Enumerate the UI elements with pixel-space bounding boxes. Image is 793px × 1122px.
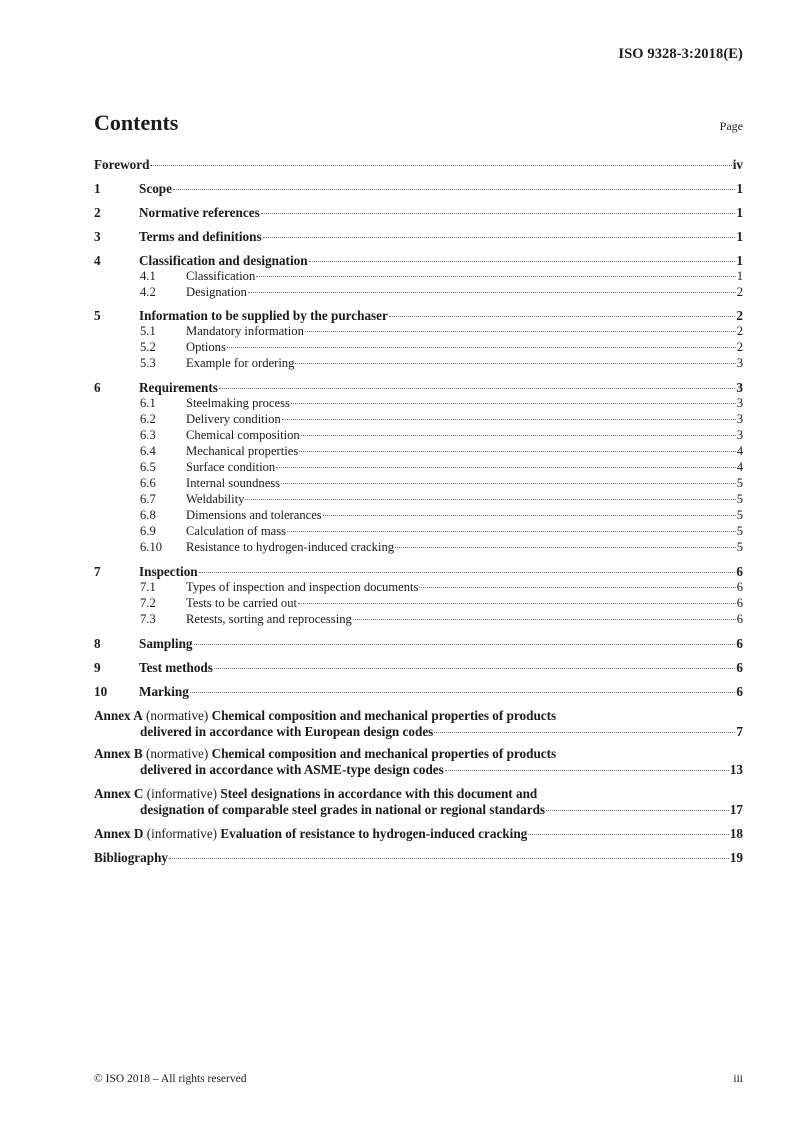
toc-entry[interactable] xyxy=(94,324,743,339)
toc-entry-number: 6.2 xyxy=(140,412,156,426)
toc-entry[interactable] xyxy=(94,508,743,523)
toc-entry[interactable] xyxy=(94,540,743,555)
toc-entry-number: 6.7 xyxy=(140,492,156,506)
toc-entry-page: 3 xyxy=(736,428,743,442)
annex-label: Annex D xyxy=(94,826,144,841)
toc-entry-number: 2 xyxy=(94,205,101,220)
toc-entry[interactable] xyxy=(94,580,743,595)
toc-entry[interactable] xyxy=(94,492,743,507)
annex-title-line-1 xyxy=(94,786,743,802)
toc-entry-page: 6 xyxy=(736,564,743,579)
dot-leader xyxy=(227,347,736,348)
dot-leader xyxy=(261,213,736,214)
toc-entry-number: 4.2 xyxy=(140,285,156,299)
toc-entry-page: 5 xyxy=(736,524,743,538)
toc-entry-title: Dimensions and tolerances xyxy=(186,508,322,522)
annex-title-continued: delivered in accordance with European design codes xyxy=(140,724,434,739)
toc-entry-title: Classification and designation xyxy=(139,253,308,268)
toc-entry-number: 5 xyxy=(94,308,101,323)
dot-leader xyxy=(298,603,736,604)
annex-title-line-2 xyxy=(94,762,743,778)
dot-leader xyxy=(263,237,736,238)
toc-entry-title: Retests, sorting and reprocessing xyxy=(186,612,352,626)
dot-leader xyxy=(389,316,736,317)
annex-title-continued: delivered in accordance with ASME-type design codes xyxy=(140,762,444,777)
dot-leader xyxy=(199,572,736,573)
toc-entry-number: 9 xyxy=(94,660,101,675)
toc-entry-page: 1 xyxy=(736,253,743,268)
toc-entry-title: Designation xyxy=(186,285,247,299)
toc-entry-title: Information to be supplied by the purchaser xyxy=(139,308,388,323)
toc-entry-page: 3 xyxy=(736,412,743,426)
toc-entry-page: 3 xyxy=(736,356,743,370)
toc-entry-page: 5 xyxy=(736,508,743,522)
toc-entry-page: 1 xyxy=(736,269,743,283)
toc-entry-title: Classification xyxy=(186,269,256,283)
toc-entry-title: Marking xyxy=(139,684,189,699)
copyright-notice: © ISO 2018 – All rights reserved xyxy=(94,1073,247,1085)
toc-entry[interactable] xyxy=(94,157,743,173)
dot-leader xyxy=(528,834,729,835)
toc-entry[interactable] xyxy=(94,684,743,700)
toc-entry-title: Delivery condition xyxy=(186,412,281,426)
toc-entry-title: Weldability xyxy=(186,492,245,506)
annex-title-continued: designation of comparable steel grades in national or regional standards xyxy=(140,802,546,817)
toc-entry-title: Requirements xyxy=(139,380,218,395)
toc-entry-page: 6 xyxy=(736,684,743,699)
dot-leader xyxy=(245,499,735,500)
toc-entry-page: 2 xyxy=(736,308,743,323)
page-column-label: Page xyxy=(719,119,743,133)
toc-entry-title: Foreword xyxy=(94,157,150,172)
dot-leader xyxy=(190,692,736,693)
toc-entry[interactable] xyxy=(94,444,743,459)
annex-label: Annex B xyxy=(94,746,143,761)
toc-entry-number: 6.8 xyxy=(140,508,156,522)
toc-entry-page: 2 xyxy=(736,285,743,299)
toc-entry[interactable] xyxy=(94,229,743,245)
dot-leader xyxy=(287,531,736,532)
bibliography-title: Bibliography xyxy=(94,850,169,865)
annex-label: Annex C xyxy=(94,786,144,801)
toc-entry-page: 6 xyxy=(736,612,743,626)
toc-entry[interactable] xyxy=(94,460,743,475)
toc-entry-title: Example for ordering xyxy=(186,356,295,370)
toc-entry-number: 5.2 xyxy=(140,340,156,354)
toc-entry-number: 4.1 xyxy=(140,269,156,283)
toc-entry-page: 1 xyxy=(736,205,743,220)
annex-title-line-2 xyxy=(94,724,743,740)
toc-entry-title: Steelmaking process xyxy=(186,396,290,410)
annex-label: Annex A xyxy=(94,708,143,723)
toc-entry-page: 4 xyxy=(736,444,743,458)
toc-entry-number: 7.1 xyxy=(140,580,156,594)
dot-leader xyxy=(256,276,735,277)
toc-entry-number: 6.10 xyxy=(140,540,163,554)
toc-entry-number: 6.3 xyxy=(140,428,156,442)
toc-entry-page: 19 xyxy=(729,850,743,865)
annex-title-line-2 xyxy=(94,802,743,818)
dot-leader xyxy=(305,331,736,332)
toc-entry-number: 6.5 xyxy=(140,460,156,474)
annex-kind: (normative) xyxy=(146,708,209,723)
toc-entry-page: 6 xyxy=(736,580,743,594)
toc-entry-number: 5.3 xyxy=(140,356,156,370)
toc-entry-title: Sampling xyxy=(139,636,193,651)
dot-leader xyxy=(323,515,736,516)
toc-entry-page: iv xyxy=(732,157,743,172)
toc-entry-page: 3 xyxy=(736,380,743,395)
page-number: iii xyxy=(733,1073,743,1085)
annex-kind: (informative) xyxy=(146,786,218,801)
toc-entry-page: 1 xyxy=(736,229,743,244)
toc-entry[interactable] xyxy=(94,380,743,396)
toc-entry[interactable] xyxy=(94,564,743,580)
toc-entry-number: 6.9 xyxy=(140,524,156,538)
toc-entry[interactable] xyxy=(94,269,743,284)
toc-entry-number: 6.1 xyxy=(140,396,156,410)
toc-entry-page: 6 xyxy=(736,596,743,610)
toc-entry-page: 6 xyxy=(736,660,743,675)
toc-entry-page: 1 xyxy=(736,181,743,196)
dot-leader xyxy=(295,363,735,364)
toc-entry-title: Chemical composition xyxy=(186,428,300,442)
toc-entry-page: 7 xyxy=(736,724,743,739)
toc-entry-page: 13 xyxy=(729,762,743,777)
toc-entry-title: Resistance to hydrogen-induced cracking xyxy=(186,540,395,554)
annex-title: Evaluation of resistance to hydrogen-induced cracking xyxy=(220,826,528,841)
toc-entry[interactable] xyxy=(94,308,743,324)
toc-entry-title: Normative references xyxy=(139,205,260,220)
toc-entry-page: 6 xyxy=(736,636,743,651)
annex-kind: (informative) xyxy=(146,826,218,841)
toc-annex-entry[interactable] xyxy=(94,786,743,818)
page-title: Contents xyxy=(94,110,179,135)
toc-bibliography-entry[interactable] xyxy=(94,850,743,866)
toc-entry[interactable] xyxy=(94,524,743,539)
toc-entry[interactable] xyxy=(94,636,743,652)
dot-leader xyxy=(219,388,736,389)
dot-leader xyxy=(419,587,735,588)
toc-entry-title: Surface condition xyxy=(186,460,276,474)
dot-leader xyxy=(546,810,729,811)
toc-entry-number: 5.1 xyxy=(140,324,156,338)
toc-entry-number: 7 xyxy=(94,564,101,579)
toc-entry-title: Options xyxy=(186,340,226,354)
dot-leader xyxy=(150,165,731,166)
dot-leader xyxy=(434,732,735,733)
annex-kind: (normative) xyxy=(146,746,209,761)
toc-entry-number: 8 xyxy=(94,636,101,651)
annex-title: Chemical composition and mechanical properties of products xyxy=(211,746,557,761)
toc-entry-title: Tests to be carried out xyxy=(186,596,298,610)
toc-annex-entry[interactable] xyxy=(94,826,743,842)
toc-entry-number: 7.2 xyxy=(140,596,156,610)
toc-entry[interactable] xyxy=(94,253,743,269)
toc-entry-number: 6.6 xyxy=(140,476,156,490)
toc-entry-number: 3 xyxy=(94,229,101,244)
dot-leader xyxy=(395,547,736,548)
toc-entry[interactable] xyxy=(94,596,743,611)
toc-entry-page: 5 xyxy=(736,476,743,490)
toc-entry-number: 6 xyxy=(94,380,101,395)
toc-entry-page: 2 xyxy=(736,324,743,338)
toc-entry[interactable] xyxy=(94,476,743,491)
annex-title: Steel designations in accordance with this document and xyxy=(220,786,538,801)
dot-leader xyxy=(173,189,735,190)
toc-entry[interactable] xyxy=(94,356,743,371)
toc-annex-entry[interactable] xyxy=(94,746,743,778)
annex-title-line-1 xyxy=(94,708,743,724)
dot-leader xyxy=(276,467,736,468)
toc-entry-page: 18 xyxy=(729,826,743,841)
toc-entry-page: 5 xyxy=(736,492,743,506)
toc-entry[interactable] xyxy=(94,181,743,197)
toc-entry-page: 5 xyxy=(736,540,743,554)
dot-leader xyxy=(353,619,736,620)
toc-entry[interactable] xyxy=(94,340,743,355)
dot-leader xyxy=(214,668,736,669)
annex-title: Chemical composition and mechanical properties of products xyxy=(211,708,557,723)
dot-leader xyxy=(169,858,729,859)
toc-entry[interactable] xyxy=(94,660,743,676)
dot-leader xyxy=(282,419,736,420)
toc-entry-number: 6.4 xyxy=(140,444,156,458)
toc-entry-number: 7.3 xyxy=(140,612,156,626)
dot-leader xyxy=(309,261,736,262)
toc-entry-title: Calculation of mass xyxy=(186,524,287,538)
toc-entry[interactable] xyxy=(94,612,743,627)
toc-entry-title: Types of inspection and inspection documents xyxy=(186,580,419,594)
dot-leader xyxy=(291,403,736,404)
toc-entry-page: 4 xyxy=(736,460,743,474)
toc-entry[interactable] xyxy=(94,205,743,221)
toc-entry-title: Internal soundness xyxy=(186,476,281,490)
toc-entry-page: 2 xyxy=(736,340,743,354)
toc-entry-title: Mechanical properties xyxy=(186,444,299,458)
toc-entry[interactable] xyxy=(94,412,743,427)
toc-entry[interactable] xyxy=(94,285,743,300)
toc-entry-title: Test methods xyxy=(139,660,213,675)
toc-entry-title: Inspection xyxy=(139,564,198,579)
toc-entry-page: 17 xyxy=(729,802,743,817)
toc-entry-number: 1 xyxy=(94,181,101,196)
toc-annex-entry[interactable] xyxy=(94,708,743,740)
toc-entry-title: Terms and definitions xyxy=(139,229,262,244)
annex-title-line xyxy=(94,826,527,842)
annex-title-line-1 xyxy=(94,746,743,762)
contents-header xyxy=(94,110,743,140)
dot-leader xyxy=(301,435,736,436)
toc-entry-title: Scope xyxy=(139,181,172,196)
toc-entry-title: Mandatory information xyxy=(186,324,304,338)
dot-leader xyxy=(299,451,735,452)
dot-leader xyxy=(248,292,736,293)
dot-leader xyxy=(194,644,736,645)
dot-leader xyxy=(445,770,729,771)
toc-entry[interactable] xyxy=(94,396,743,411)
toc-entry[interactable] xyxy=(94,428,743,443)
toc-entry-number: 4 xyxy=(94,253,101,268)
dot-leader xyxy=(281,483,736,484)
toc-entry-number: 10 xyxy=(94,684,108,699)
toc-entry-page: 3 xyxy=(736,396,743,410)
document-id: ISO 9328-3:2018(E) xyxy=(618,46,743,62)
